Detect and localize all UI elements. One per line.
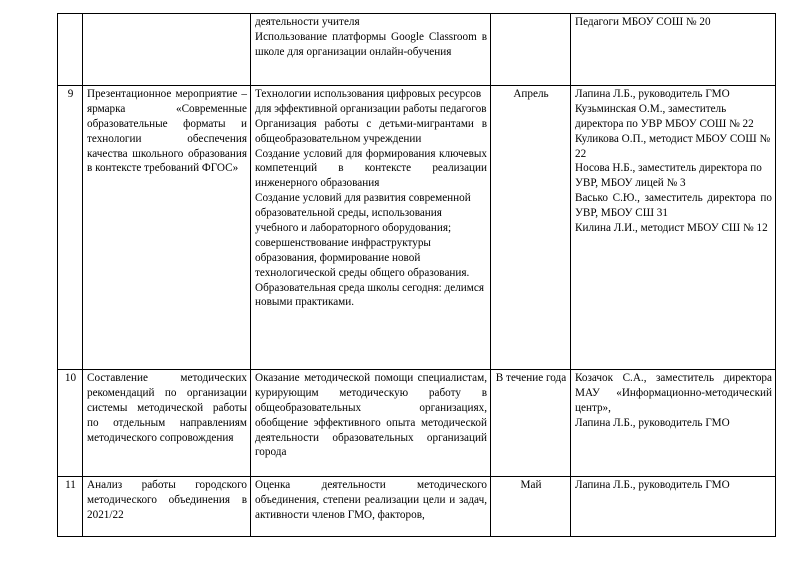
row-number-text: 10 bbox=[64, 372, 77, 384]
cell-row-number bbox=[58, 370, 83, 477]
date-text: Май bbox=[520, 479, 542, 491]
cell-content bbox=[251, 14, 491, 86]
table-body bbox=[58, 14, 776, 537]
table-row bbox=[58, 370, 776, 477]
cell-content bbox=[251, 370, 491, 477]
date-text: Апрель bbox=[513, 88, 549, 100]
table-row bbox=[58, 86, 776, 370]
theme-text: Презентационное мероприятие – ярмарка «Современные образовательные форматы и технологии обеспечения качества школьного образования в контексте требований ФГОС» bbox=[87, 88, 247, 175]
responsible-line: Педагоги МБОУ СОШ № 20 bbox=[575, 16, 711, 28]
responsible-line: Лапина Л.Б., руководитель ГМО bbox=[575, 88, 730, 100]
table-row bbox=[58, 477, 776, 537]
cell-content bbox=[251, 477, 491, 537]
cell-responsible bbox=[571, 14, 776, 86]
row-number-text: 9 bbox=[67, 88, 74, 100]
cell-theme bbox=[83, 14, 251, 86]
theme-text: Анализ работы городского методического объединения в 2021/22 bbox=[87, 479, 247, 521]
cell-date bbox=[491, 14, 571, 86]
content-line: Образовательная среда школы сегодня: делимся новыми практиками. bbox=[255, 281, 484, 309]
cell-date bbox=[491, 477, 571, 537]
responsible-line: Куликова О.П., методист МБОУ СОШ № 22 bbox=[575, 132, 771, 160]
work-plan-table bbox=[57, 13, 776, 537]
cell-date bbox=[491, 370, 571, 477]
cell-date bbox=[491, 86, 571, 370]
content-line: Создание условий для формирования ключевых компетенций в контексте реализации инженерного образования bbox=[255, 147, 487, 190]
cell-theme bbox=[83, 370, 251, 477]
content-line: Организация работы с детьми-мигрантами в общеобразовательном учреждении bbox=[255, 117, 487, 145]
cell-theme bbox=[83, 86, 251, 370]
cell-row-number bbox=[58, 477, 83, 537]
theme-text: Составление методических рекомендаций по организации системы методической работы по отдельным направлениям методического сопровождения bbox=[87, 372, 247, 444]
table-row bbox=[58, 14, 776, 86]
cell-content bbox=[251, 86, 491, 370]
responsible-line: Носова Н.Б., заместитель директора по УВР, МБОУ лицей № 3 bbox=[575, 162, 762, 190]
content-line: Создание условий для развития современной образовательной среды, использования учебного и лабораторного оборудования; совершенствование инфраструктуры образования, формирование новой технологической среды общего образования. bbox=[255, 192, 471, 279]
cell-responsible bbox=[571, 86, 776, 370]
cell-theme bbox=[83, 477, 251, 537]
responsible-line: Лапина Л.Б., руководитель ГМО bbox=[575, 479, 730, 491]
cell-row-number bbox=[58, 86, 83, 370]
responsible-line: Лапина Л.Б., руководитель ГМО bbox=[575, 416, 730, 429]
cell-responsible bbox=[571, 370, 776, 477]
row-number-text: 11 bbox=[65, 479, 76, 491]
content-line: Использование платформы Google Classroom в школе для организации онлайн-обучения bbox=[255, 30, 487, 58]
content-line: Технологии использования цифровых ресурсов для эффективной организации работы педагогов bbox=[255, 88, 487, 115]
date-text: В течение года bbox=[495, 372, 567, 384]
responsible-line: Козачок С.А., заместитель директора МАУ «Информационно-методический центр», bbox=[575, 372, 772, 414]
responsible-line: Килина Л.И., методист МБОУ СШ № 12 bbox=[575, 222, 768, 235]
content-line: Оценка деятельности методического объединения, степени реализации цели и задач, активности членов ГМО, факторов, bbox=[255, 479, 487, 521]
content-line: Оказание методической помощи специалистам, курирующим методическую работу в общеобразовательных организациях, обобщение эффективного опыта методической деятельности образовательных организаций города bbox=[255, 372, 487, 459]
cell-row-number bbox=[58, 14, 83, 86]
responsible-line: Васько С.Ю., заместитель директора по УВР, МБОУ СШ 31 bbox=[575, 192, 772, 220]
cell-responsible bbox=[571, 477, 776, 537]
responsible-line: Кузьминская О.М., заместитель директора по УВР МБОУ СОШ № 22 bbox=[575, 102, 754, 130]
content-line: деятельности учителя bbox=[255, 16, 360, 28]
